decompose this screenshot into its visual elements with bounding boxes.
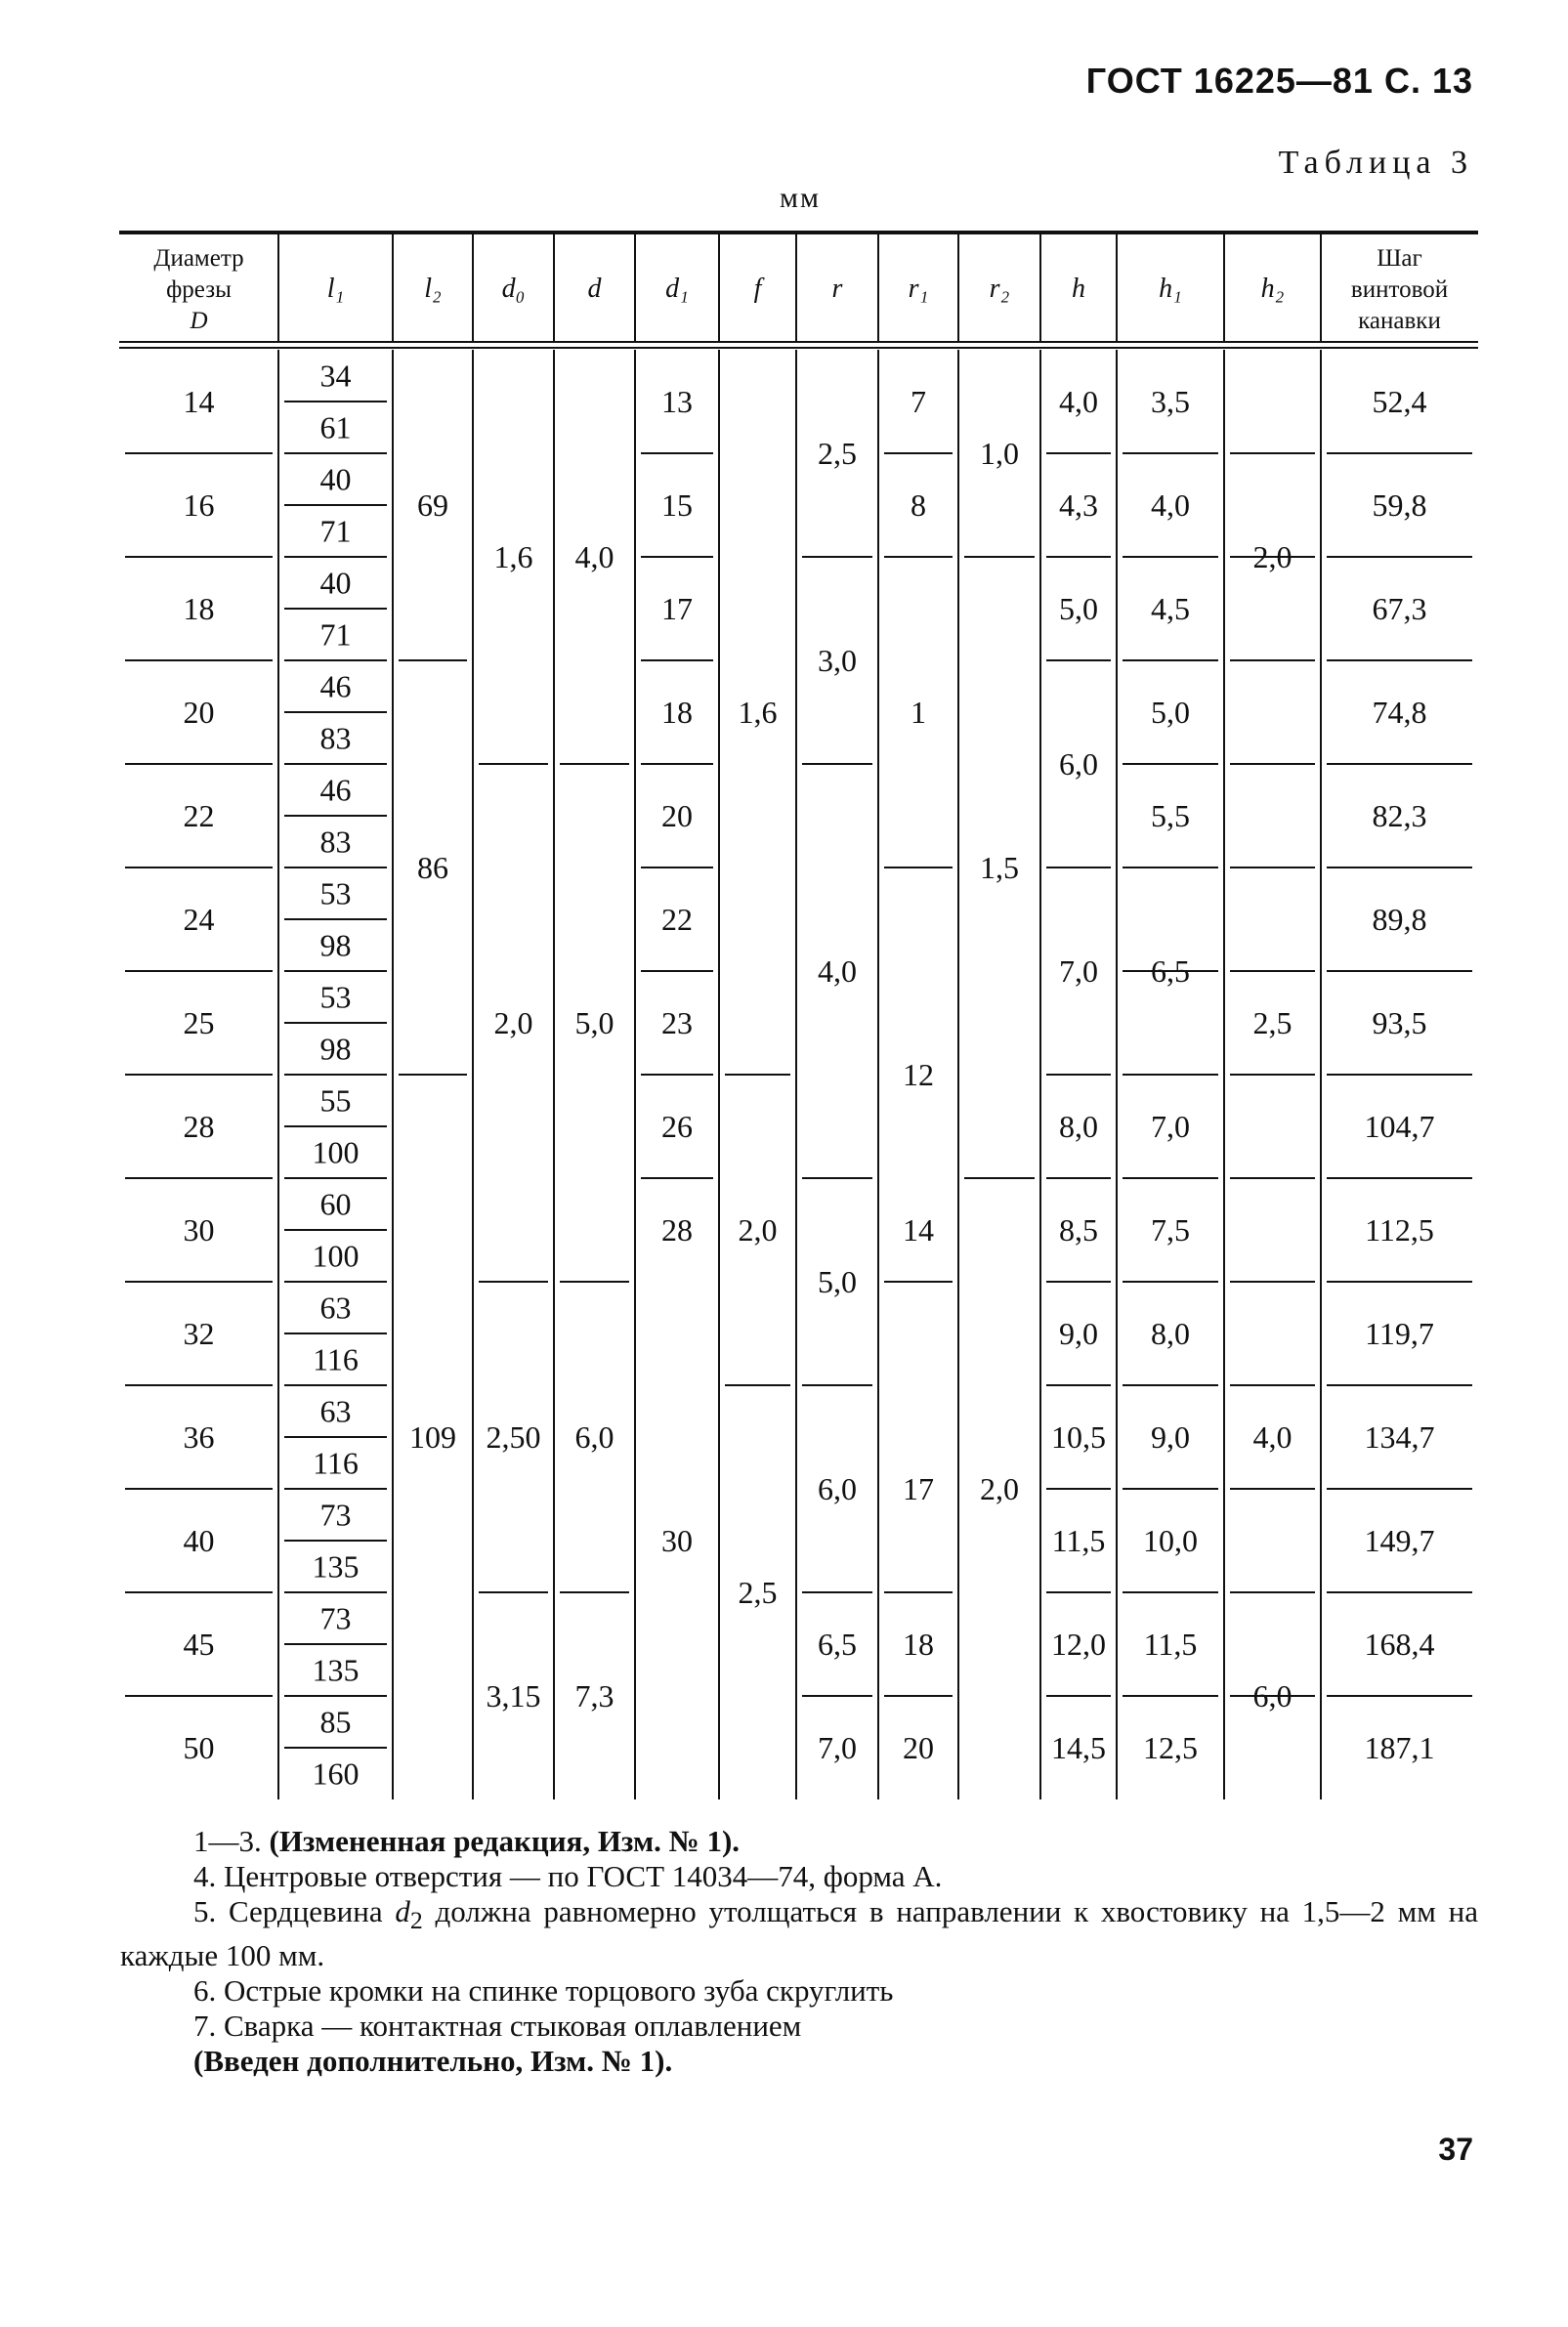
table-notes bbox=[120, 1824, 1478, 2079]
cell-l1-lower: 116 bbox=[313, 1445, 359, 1481]
page-number: 37 bbox=[1438, 2132, 1473, 2167]
cell-diameter: 30 bbox=[183, 1212, 215, 1248]
cell-d1: 13 bbox=[661, 384, 693, 419]
cell-l1-upper: 73 bbox=[319, 1600, 352, 1636]
cell-r2-span: 1,5 bbox=[980, 850, 1019, 885]
header-pitch: винтовой bbox=[1350, 276, 1449, 303]
cell-r1: 8 bbox=[911, 487, 926, 523]
cell-pitch: 89,8 bbox=[1372, 902, 1427, 937]
cell-h: 9,0 bbox=[1059, 1316, 1098, 1351]
cell-l1-lower: 116 bbox=[313, 1341, 359, 1377]
cell-pitch: 119,7 bbox=[1365, 1316, 1434, 1351]
cell-l1-lower: 71 bbox=[319, 513, 352, 549]
cell-r-span: 2,5 bbox=[818, 436, 857, 471]
cell-r1-span: 1 bbox=[911, 695, 926, 730]
cell-h: 14,5 bbox=[1051, 1730, 1106, 1765]
cell-l1-lower: 71 bbox=[319, 616, 352, 653]
cell-h: 12,0 bbox=[1051, 1627, 1106, 1662]
cell-h: 8,0 bbox=[1059, 1109, 1098, 1144]
header-D: фрезы bbox=[166, 276, 232, 303]
note-amendment: (Введен дополнительно, Изм. № 1). bbox=[193, 2044, 673, 2079]
header-r1: r₁ bbox=[908, 274, 929, 304]
cell-l1-lower: 98 bbox=[319, 927, 352, 963]
cell-h2-span: 6,0 bbox=[1252, 1678, 1293, 1714]
cell-h2-span: 2,5 bbox=[1252, 1005, 1293, 1040]
cell-f-span: 2,5 bbox=[738, 1575, 778, 1610]
cell-pitch: 82,3 bbox=[1372, 798, 1427, 833]
cell-diameter: 22 bbox=[183, 798, 215, 833]
cell-l1-upper: 53 bbox=[319, 875, 352, 911]
header-r: r bbox=[831, 274, 843, 304]
cell-pitch: 104,7 bbox=[1364, 1109, 1435, 1144]
cell-r-span: 5,0 bbox=[818, 1264, 857, 1299]
header-h: h bbox=[1072, 274, 1085, 304]
cell-pitch: 149,7 bbox=[1364, 1523, 1435, 1558]
header-l2: l₂ bbox=[424, 274, 442, 304]
cell-l2-span: 69 bbox=[417, 487, 448, 523]
cell-l2-span: 109 bbox=[409, 1419, 456, 1455]
cell-h1: 5,0 bbox=[1151, 695, 1190, 730]
cell-diameter: 18 bbox=[183, 591, 215, 626]
cell-pitch: 59,8 bbox=[1372, 487, 1427, 523]
note-1-3 bbox=[120, 1824, 1478, 1859]
cell-h1-span: 6,5 bbox=[1151, 953, 1190, 989]
cell-l1-upper: 40 bbox=[319, 565, 352, 601]
note-1-3-change: (Измененная редакция, Изм. № 1). bbox=[269, 1824, 741, 1858]
cell-h: 8,5 bbox=[1059, 1212, 1098, 1248]
cell-d0-span: 3,15 bbox=[486, 1678, 541, 1714]
note-5-end: должна равномерно утолщаться в направлении к хвостовику на 1,5—2 мм на каждые 100 мм. bbox=[120, 1894, 1478, 1973]
header-d: d bbox=[587, 274, 602, 304]
cell-h2-span: 2,0 bbox=[1252, 539, 1293, 574]
cell-r-span: 6,5 bbox=[818, 1627, 857, 1662]
cell-r-span: 3,0 bbox=[818, 643, 857, 678]
note-4: 4. Центровые отверстия — по ГОСТ 14034—74, форма А. bbox=[193, 1859, 943, 1893]
header-pitch: канавки bbox=[1358, 308, 1441, 334]
cell-diameter: 14 bbox=[183, 384, 215, 419]
cell-h-span: 6,0 bbox=[1059, 746, 1098, 782]
cell-pitch: 168,4 bbox=[1364, 1627, 1435, 1662]
cell-d1: 17 bbox=[661, 591, 693, 626]
cell-d1: 26 bbox=[661, 1109, 693, 1144]
cell-h1: 4,0 bbox=[1151, 487, 1190, 523]
note-7: 7. Сварка — контактная стыковая оплавлением bbox=[193, 2009, 802, 2044]
cell-l1-upper: 63 bbox=[319, 1393, 352, 1429]
cell-h1: 10,0 bbox=[1143, 1523, 1198, 1558]
cell-r1-span: 17 bbox=[903, 1471, 934, 1506]
cell-d1: 23 bbox=[661, 1005, 693, 1040]
header-f: f bbox=[753, 274, 762, 304]
header-r2: r₂ bbox=[989, 274, 1010, 304]
cell-r: 7,0 bbox=[818, 1730, 857, 1765]
note-5-subscript: 2 bbox=[409, 1906, 423, 1935]
header-h1: h₁ bbox=[1159, 274, 1182, 304]
table-caption: Таблица 3 bbox=[1278, 145, 1473, 181]
cell-pitch: 52,4 bbox=[1372, 384, 1427, 419]
cell-r2-span: 2,0 bbox=[980, 1471, 1019, 1506]
cell-r-span: 6,0 bbox=[818, 1471, 857, 1506]
cell-diameter: 40 bbox=[183, 1523, 215, 1558]
cell-h1: 7,5 bbox=[1151, 1212, 1190, 1248]
cell-d1: 15 bbox=[661, 487, 693, 523]
cell-r1-span: 14 bbox=[903, 1212, 934, 1248]
cell-diameter: 50 bbox=[183, 1730, 215, 1765]
note-5-symbol: d bbox=[395, 1894, 410, 1928]
cell-d-span: 5,0 bbox=[574, 1005, 614, 1040]
cell-diameter: 32 bbox=[183, 1316, 215, 1351]
cell-pitch: 67,3 bbox=[1372, 591, 1427, 626]
note-1-3-ref: 1—3. bbox=[193, 1824, 262, 1858]
cell-l1-lower: 100 bbox=[312, 1134, 360, 1170]
cell-l1-upper: 63 bbox=[319, 1290, 352, 1326]
cell-h-span: 7,0 bbox=[1059, 953, 1098, 989]
header-d1: d₁ bbox=[665, 274, 689, 304]
cell-d0-span: 2,0 bbox=[493, 1005, 533, 1040]
units-label: мм bbox=[780, 182, 821, 214]
cell-l1-upper: 73 bbox=[319, 1497, 352, 1533]
cell-d0-span: 1,6 bbox=[493, 539, 533, 574]
cell-r-span: 4,0 bbox=[818, 953, 857, 989]
cell-h1: 7,0 bbox=[1151, 1109, 1190, 1144]
cell-h: 10,5 bbox=[1051, 1419, 1106, 1455]
cell-h: 4,0 bbox=[1059, 384, 1098, 419]
cell-h: 4,3 bbox=[1059, 487, 1098, 523]
cell-h1: 8,0 bbox=[1151, 1316, 1190, 1351]
cell-l1-lower: 83 bbox=[319, 824, 352, 860]
cell-l1-upper: 34 bbox=[319, 358, 352, 394]
cell-l1-upper: 53 bbox=[319, 979, 352, 1015]
cell-l1-lower: 160 bbox=[312, 1756, 360, 1792]
header-l1: l₁ bbox=[326, 274, 345, 304]
cell-d1: 22 bbox=[661, 902, 693, 937]
cell-d-span: 7,3 bbox=[574, 1678, 614, 1714]
cell-h1: 9,0 bbox=[1151, 1419, 1190, 1455]
page-header: ГОСТ 16225—81 С. 13 bbox=[1085, 61, 1473, 101]
cell-h2-span: 4,0 bbox=[1252, 1419, 1293, 1455]
cell-l1-lower: 135 bbox=[312, 1548, 360, 1585]
cell-r1-span: 12 bbox=[903, 1057, 934, 1092]
cell-diameter: 28 bbox=[183, 1109, 215, 1144]
cell-h1: 12,5 bbox=[1143, 1730, 1198, 1765]
cell-diameter: 25 bbox=[183, 1005, 215, 1040]
cell-d1: 18 bbox=[661, 695, 693, 730]
cell-h1: 4,5 bbox=[1151, 591, 1190, 626]
cell-r1-span: 18 bbox=[903, 1627, 934, 1662]
cell-d0-span: 2,50 bbox=[486, 1419, 541, 1455]
cell-l1-upper: 85 bbox=[319, 1704, 352, 1740]
cell-l2-span: 86 bbox=[417, 850, 448, 885]
note-6: 6. Острые кромки на спинке торцового зуба скруглить bbox=[193, 1973, 894, 2009]
cell-h: 11,5 bbox=[1051, 1523, 1106, 1558]
cell-l1-lower: 83 bbox=[319, 720, 352, 756]
cell-pitch: 93,5 bbox=[1372, 1005, 1427, 1040]
cell-pitch: 187,1 bbox=[1364, 1730, 1435, 1765]
cell-l1-upper: 40 bbox=[319, 461, 352, 497]
cell-d1: 20 bbox=[661, 798, 693, 833]
cell-l1-upper: 55 bbox=[319, 1082, 352, 1119]
cell-h1: 11,5 bbox=[1143, 1627, 1198, 1662]
cell-d1-span: 30 bbox=[661, 1523, 693, 1558]
cell-diameter: 36 bbox=[183, 1419, 215, 1455]
cell-l1-lower: 61 bbox=[319, 409, 352, 445]
cell-diameter: 16 bbox=[183, 487, 215, 523]
cell-diameter: 45 bbox=[183, 1627, 215, 1662]
cell-l1-upper: 46 bbox=[319, 668, 352, 704]
header-d0: d₀ bbox=[501, 274, 526, 304]
cell-h: 5,0 bbox=[1059, 591, 1098, 626]
header-h2: h₂ bbox=[1260, 274, 1285, 304]
cell-r1: 7 bbox=[911, 384, 926, 419]
header-D: D bbox=[190, 308, 208, 334]
cell-f-span: 1,6 bbox=[738, 695, 778, 730]
cell-pitch: 134,7 bbox=[1364, 1419, 1435, 1455]
note-5-start: 5. Сердцевина bbox=[193, 1894, 396, 1928]
header-pitch: Шаг bbox=[1377, 245, 1422, 272]
header-D: Диаметр bbox=[153, 245, 244, 272]
cell-f-span: 2,0 bbox=[738, 1212, 778, 1248]
cell-l1-lower: 98 bbox=[319, 1031, 352, 1067]
cell-l1-lower: 100 bbox=[312, 1238, 360, 1274]
cell-l1-upper: 60 bbox=[319, 1186, 352, 1222]
cell-l1-upper: 46 bbox=[319, 772, 352, 808]
cell-pitch: 74,8 bbox=[1372, 695, 1427, 730]
cell-d1: 28 bbox=[661, 1212, 693, 1248]
cell-r2-span: 1,0 bbox=[980, 436, 1019, 471]
cell-d-span: 4,0 bbox=[574, 539, 614, 574]
cell-diameter: 20 bbox=[183, 695, 215, 730]
cell-diameter: 24 bbox=[183, 902, 215, 937]
note-5 bbox=[120, 1894, 1478, 1973]
cell-h1: 5,5 bbox=[1151, 798, 1190, 833]
cell-pitch: 112,5 bbox=[1365, 1212, 1434, 1248]
cell-r1: 20 bbox=[903, 1730, 934, 1765]
cell-h1: 3,5 bbox=[1151, 384, 1190, 419]
cell-d-span: 6,0 bbox=[574, 1419, 614, 1455]
cell-l1-lower: 135 bbox=[312, 1652, 360, 1688]
